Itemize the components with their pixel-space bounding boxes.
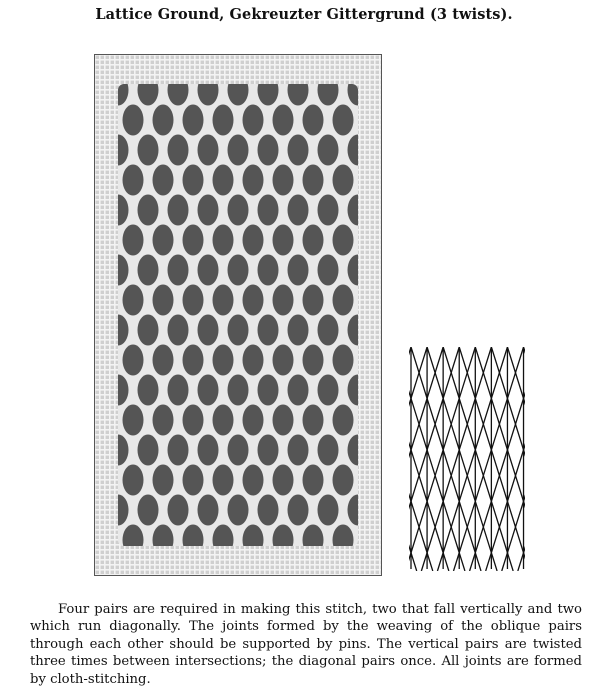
lattice-diagram <box>409 347 525 571</box>
lace-mesh-hole <box>228 435 249 466</box>
lace-mesh-hole <box>198 435 219 466</box>
lace-mesh-hole <box>228 375 249 406</box>
lace-mesh-hole <box>333 225 354 256</box>
lace-mesh-hole <box>333 285 354 316</box>
lace-mesh-hole <box>258 375 279 406</box>
lace-mesh-hole <box>138 315 159 346</box>
lace-mesh-hole <box>198 135 219 166</box>
lace-mesh-hole <box>288 435 309 466</box>
lace-mesh-hole <box>153 465 174 496</box>
lace-mesh-hole <box>288 495 309 526</box>
lace-mesh-hole <box>183 105 204 136</box>
lace-mesh-hole <box>303 405 324 436</box>
lace-mesh-hole <box>213 105 234 136</box>
lace-mesh-hole <box>168 195 189 226</box>
lace-mesh-hole <box>243 285 264 316</box>
lace-mesh-hole <box>183 165 204 196</box>
lace-mesh-hole <box>243 405 264 436</box>
lace-mesh-hole <box>123 345 144 376</box>
lace-mesh-hole <box>153 405 174 436</box>
lace-mesh-hole <box>213 345 234 376</box>
lace-mesh-hole <box>288 315 309 346</box>
lace-mesh-hole <box>333 105 354 136</box>
lace-mesh-hole <box>138 255 159 286</box>
lace-mesh-hole <box>318 375 339 406</box>
lace-mesh-hole <box>318 435 339 466</box>
lace-mesh-hole <box>243 105 264 136</box>
lace-mesh-hole <box>213 165 234 196</box>
lace-mesh-hole <box>288 255 309 286</box>
lace-mesh-hole <box>168 315 189 346</box>
lace-mesh-hole <box>258 495 279 526</box>
lace-mesh-hole <box>153 345 174 376</box>
lace-mesh-hole <box>273 285 294 316</box>
lace-mesh-hole <box>258 435 279 466</box>
lace-mesh-hole <box>258 315 279 346</box>
lace-photo <box>94 54 382 576</box>
lace-mesh-hole <box>243 225 264 256</box>
lace-mesh-hole <box>123 405 144 436</box>
lace-mesh-hole <box>213 225 234 256</box>
lace-mesh-hole <box>243 345 264 376</box>
lace-mesh-hole <box>303 465 324 496</box>
lace-mesh-hole <box>123 165 144 196</box>
lace-mesh-hole <box>273 225 294 256</box>
lace-mesh-hole <box>183 285 204 316</box>
lace-mesh-hole <box>288 375 309 406</box>
lace-mesh-hole <box>318 495 339 526</box>
lace-mesh-hole <box>228 135 249 166</box>
lace-mesh-hole <box>318 315 339 346</box>
lace-mesh-hole <box>288 135 309 166</box>
lace-mesh-hole <box>243 465 264 496</box>
lace-mesh-hole <box>303 105 324 136</box>
lace-mesh-hole <box>333 165 354 196</box>
lace-mesh-hole <box>303 345 324 376</box>
lace-mesh-hole <box>198 495 219 526</box>
page-title: Lattice Ground, Gekreuzter Gittergrund (3 twists). <box>95 6 513 23</box>
lace-mesh-hole <box>168 255 189 286</box>
lace-mesh-hole <box>273 165 294 196</box>
lace-mesh-hole <box>183 225 204 256</box>
lace-mesh-hole <box>123 465 144 496</box>
caption-text: Four pairs are required in making this stitch, two that fall vertically and two which run diagonally. The joints formed by the weaving of the oblique pairs through each other should be supported by pins. The vertical pairs are twisted three times between intersections; the diagonal pairs once. All joints are formed by cloth-stitching. <box>30 602 582 687</box>
lace-mesh-hole <box>228 315 249 346</box>
lace-mesh-hole <box>138 135 159 166</box>
lace-mesh-hole <box>168 435 189 466</box>
lace-mesh-hole <box>153 165 174 196</box>
lace-mesh-hole <box>318 255 339 286</box>
lace-mesh-hole <box>183 405 204 436</box>
lace-mesh-hole <box>153 105 174 136</box>
lace-mesh-hole <box>258 135 279 166</box>
lace-mesh-hole <box>123 105 144 136</box>
lace-mesh-hole <box>273 105 294 136</box>
lace-mesh-hole <box>303 285 324 316</box>
lace-mesh-hole <box>318 195 339 226</box>
lace-mesh-hole <box>198 315 219 346</box>
lace-mesh-hole <box>183 345 204 376</box>
lace-mesh-hole <box>333 405 354 436</box>
lace-mesh-hole <box>228 195 249 226</box>
lace-mesh-hole <box>153 285 174 316</box>
lace-mesh-hole <box>138 375 159 406</box>
lace-mesh-hole <box>333 345 354 376</box>
lace-mesh-hole <box>318 135 339 166</box>
lace-mesh-hole <box>183 465 204 496</box>
lace-mesh-hole <box>153 225 174 256</box>
lace-mesh-hole <box>213 285 234 316</box>
lace-mesh-hole <box>198 195 219 226</box>
lace-mesh-hole <box>213 405 234 436</box>
lace-mesh-hole <box>228 495 249 526</box>
lace-mesh-hole <box>123 285 144 316</box>
lace-mesh-hole <box>198 255 219 286</box>
lace-mesh-hole <box>258 255 279 286</box>
lace-mesh-hole <box>243 165 264 196</box>
lace-mesh-hole <box>273 345 294 376</box>
lace-mesh-hole <box>168 135 189 166</box>
lace-mesh-hole <box>303 225 324 256</box>
lace-mesh-hole <box>288 195 309 226</box>
lace-mesh-hole <box>168 495 189 526</box>
lace-mesh-hole <box>213 465 234 496</box>
lace-mesh-hole <box>303 165 324 196</box>
lace-mesh-hole <box>258 195 279 226</box>
lace-mesh-hole <box>123 225 144 256</box>
lace-mesh-hole <box>138 195 159 226</box>
lace-mesh-hole <box>273 405 294 436</box>
lace-mesh-hole <box>198 375 219 406</box>
lace-mesh-hole <box>138 435 159 466</box>
lace-mesh-hole <box>333 465 354 496</box>
lace-mesh-hole <box>273 465 294 496</box>
lace-mesh-hole <box>228 255 249 286</box>
lace-mesh-hole <box>168 375 189 406</box>
lace-mesh-hole <box>138 495 159 526</box>
